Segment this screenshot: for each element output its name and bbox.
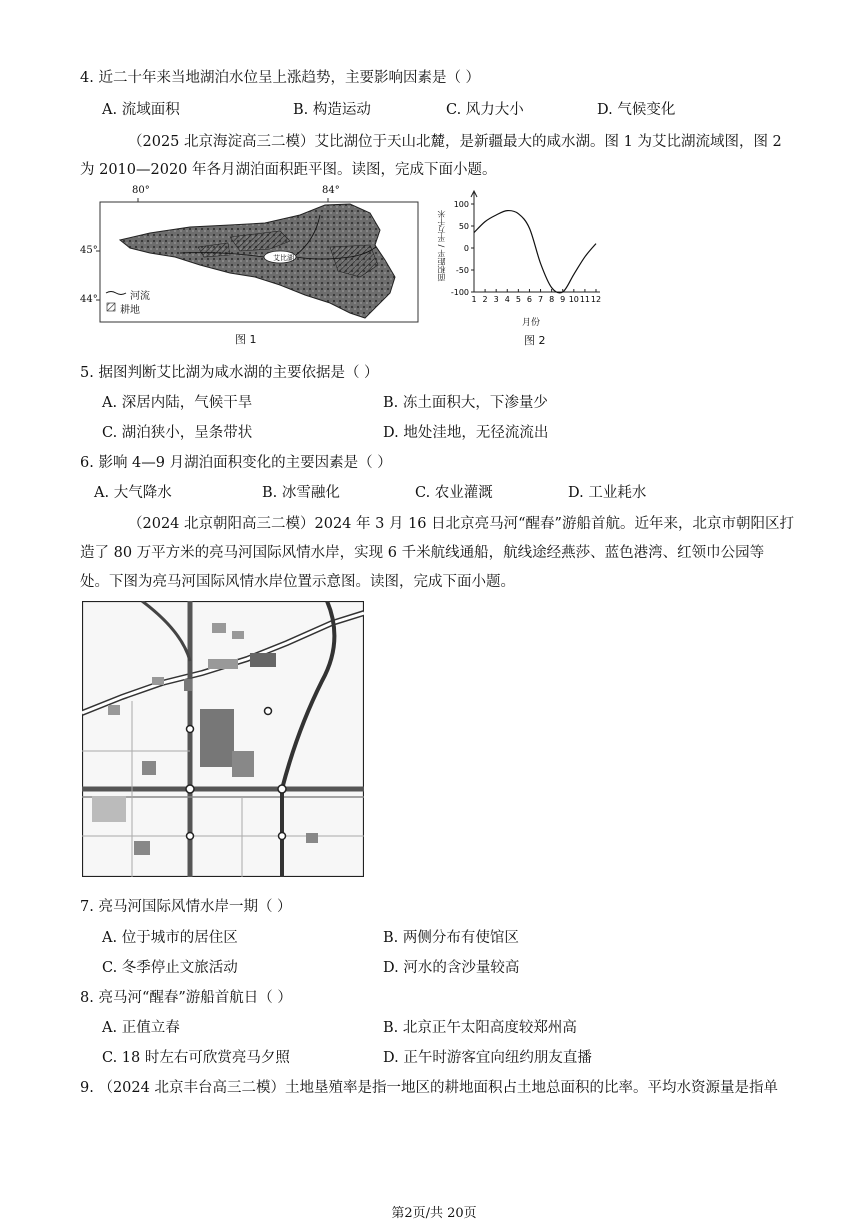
q8-option-a: A. 正值立春 — [102, 1020, 180, 1036]
figure-1-caption: 图 1 — [235, 333, 257, 346]
q6-option-a: A. 大气降水 — [94, 485, 172, 501]
q7-option-c: C. 冬季停止文旅活动 — [102, 960, 238, 976]
intro-2-line-3: 处。下图为亮马河国际风情水岸位置示意图。读图，完成下面小题。 — [80, 574, 515, 590]
x-tick-label: 9 — [560, 295, 566, 304]
q7-option-a: A. 位于城市的居住区 — [102, 930, 238, 946]
x-tick-label: 8 — [549, 295, 555, 304]
x-tick-label: 4 — [504, 295, 510, 304]
q8-option-d: D. 正午时游客宜向纽约朋友直播 — [383, 1050, 592, 1066]
question-8-stem: 8. 亮马河“醒春”游船首航日（ ） — [80, 990, 292, 1006]
intro-2-line-1: （2024 北京朝阳高三二模）2024 年 3 月 16 日北京亮马河“醒春”游船首航。近年来，北京市朝阳区打 — [128, 516, 794, 532]
figure-2-caption: 图 2 — [524, 334, 546, 347]
x-tick-label: 2 — [482, 295, 488, 304]
liangma-river-map — [82, 601, 364, 877]
x-tick-label: 7 — [537, 295, 544, 304]
x-tick-label: 6 — [526, 295, 533, 304]
q8-option-c: C. 18 时左右可欣赏亮马夕照 — [102, 1050, 290, 1066]
q5-option-b: B. 冻土面积大，下渗量少 — [383, 395, 548, 411]
q4-option-c: C. 风力大小 — [446, 102, 524, 118]
intro-2-line-2: 造了 80 万平方米的亮马河国际风情水岸，实现 6 千米航线通船，航线途经燕莎、蓝色港湾、红领巾公园等 — [80, 545, 765, 561]
page-footer: 第2页/共 20页 — [391, 1206, 477, 1221]
q5-option-d: D. 地处洼地，无径流流出 — [383, 425, 549, 441]
q6-option-b: B. 冰雪融化 — [262, 485, 340, 501]
x-tick-label: 1 — [471, 295, 477, 304]
question-6-stem: 6. 影响 4—9 月湖泊面积变化的主要因素是（ ） — [80, 455, 392, 471]
lake-label: 艾比湖 — [273, 254, 294, 262]
question-5-stem: 5. 据图判断艾比湖为咸水湖的主要依据是（ ） — [80, 365, 379, 381]
y-tick-label: 0 — [463, 244, 469, 253]
x-tick-label: 11 — [579, 295, 591, 304]
lon-label-80: 80° — [132, 185, 150, 196]
legend-farmland: 耕地 — [120, 305, 140, 316]
legend-river: 河流 — [130, 291, 150, 302]
question-7-stem: 7. 亮马河国际风情水岸一期（ ） — [80, 899, 292, 915]
q8-option-b: B. 北京正午太阳高度较郑州高 — [383, 1020, 577, 1036]
q5-option-c: C. 湖泊狭小，呈条带状 — [102, 425, 253, 441]
x-tick-label: 12 — [590, 295, 602, 304]
aibi-lake-basin-map — [80, 185, 425, 350]
q7-option-d: D. 河水的含沙量较高 — [383, 960, 520, 976]
x-tick-label: 3 — [493, 295, 499, 304]
y-tick-label: 50 — [458, 222, 469, 231]
q4-option-a: A. 流域面积 — [102, 102, 180, 118]
lat-label-45: 45° — [80, 245, 98, 256]
question-4-stem: 4. 近二十年来当地湖泊水位呈上涨趋势，主要影响因素是（ ） — [80, 70, 481, 86]
liangma-location-map — [82, 601, 364, 877]
q4-option-b: B. 构造运动 — [293, 102, 371, 118]
y-tick-label: -100 — [450, 288, 469, 297]
y-tick-label: -50 — [455, 266, 469, 275]
q6-option-d: D. 工业耗水 — [568, 485, 647, 501]
q6-option-c: C. 农业灌溉 — [415, 485, 493, 501]
figure-2-chart — [436, 188, 606, 350]
q4-option-d: D. 气候变化 — [597, 102, 676, 118]
lon-label-84: 84° — [322, 185, 340, 196]
farmland-legend-icon — [107, 303, 115, 311]
y-tick-label: 100 — [453, 200, 469, 209]
x-axis-label: 月份 — [522, 318, 541, 328]
q5-option-a: A. 深居内陆，气候干旱 — [102, 395, 253, 411]
question-9-stem: 9. （2024 北京丰台高三二模）土地垦殖率是指一地区的耕地面积占土地总面积的比率。平均水资源量是指单 — [80, 1080, 778, 1096]
x-tick-label: 5 — [515, 295, 521, 304]
intro-1-line-1: （2025 北京海淀高三二模）艾比湖位于天山北麓，是新疆最大的咸水湖。图 1 为艾比湖流域图，图 2 — [128, 134, 782, 150]
figure-1-map — [80, 185, 425, 350]
area-anomaly-chart — [436, 188, 606, 350]
area-anomaly-series-line — [474, 211, 596, 293]
x-tick-label: 10 — [568, 295, 579, 304]
q7-option-b: B. 两侧分布有使馆区 — [383, 930, 519, 946]
y-axis-label: 面积距平 / 平方千米 — [437, 210, 446, 282]
intro-1-line-2: 为 2010—2020 年各月湖泊面积距平图。读图，完成下面小题。 — [80, 162, 497, 178]
lat-label-44: 44° — [80, 294, 98, 305]
